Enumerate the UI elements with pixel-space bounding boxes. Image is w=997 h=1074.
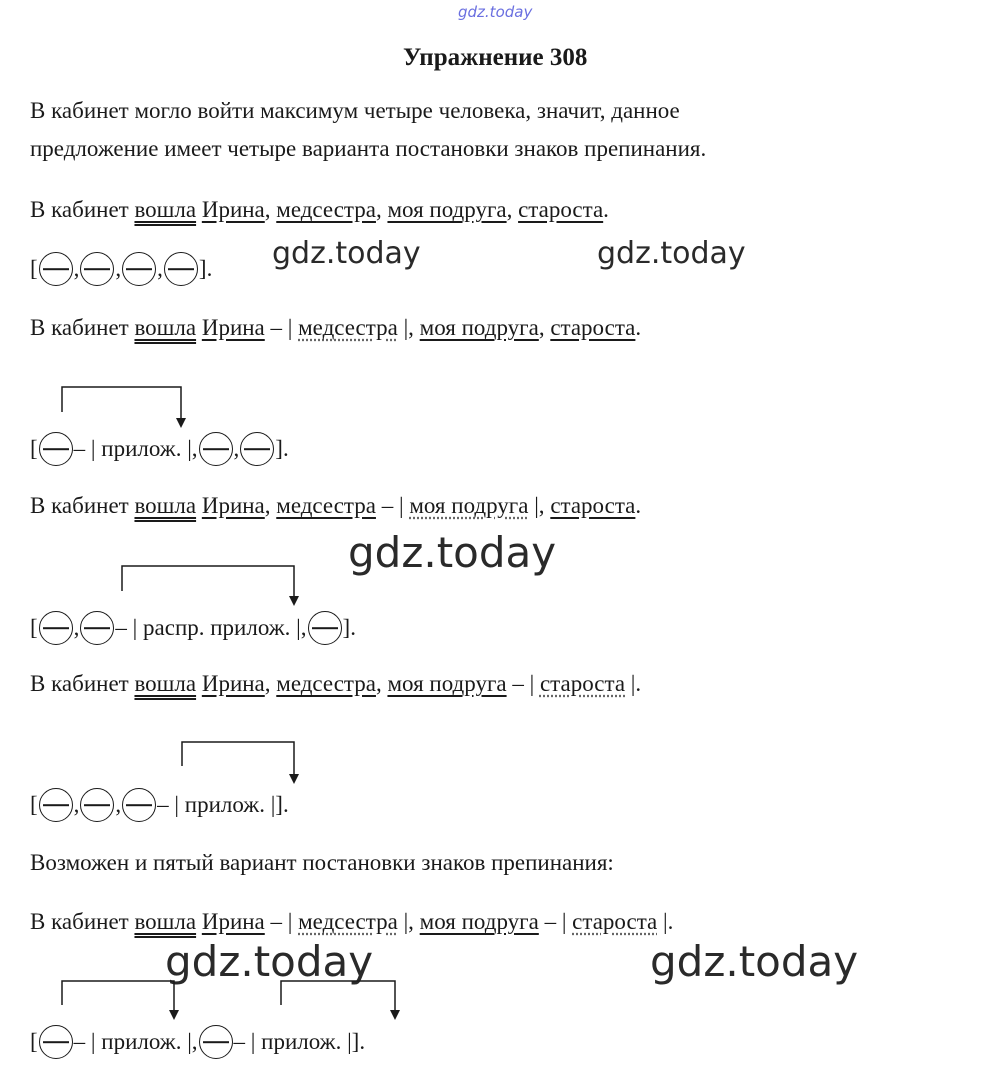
text: В кабинет	[30, 671, 135, 696]
predicate: вошла	[134, 197, 197, 222]
subject: моя подруга	[387, 671, 507, 696]
apposition: староста	[572, 909, 658, 934]
watermark: gdz.today	[597, 236, 746, 271]
apposition-label: – | прилож. |,	[73, 1029, 198, 1054]
apposition: моя подруга	[409, 493, 529, 518]
punct: .	[635, 493, 642, 518]
intro-line-1: В кабинет могло войти максимум четыре человека, значит, данное	[30, 98, 680, 123]
bracket: [	[30, 1029, 38, 1054]
arrow-bracket	[62, 981, 174, 1012]
punct: ,	[73, 792, 80, 817]
subject: староста	[550, 315, 636, 340]
arrow-bracket	[281, 981, 395, 1012]
punct: ,	[115, 792, 122, 817]
apposition-label: – | прилож. |].	[233, 1029, 366, 1054]
watermark: gdz.today	[650, 937, 859, 986]
punct: ,	[73, 256, 80, 281]
bracket: ].	[275, 436, 289, 461]
punct: – |	[506, 671, 540, 696]
apposition: медсестра	[298, 909, 398, 934]
subject: Ирина	[201, 197, 265, 222]
bracket: [	[30, 615, 38, 640]
watermark: gdz.today	[165, 937, 374, 986]
watermark: gdz.today	[272, 236, 421, 271]
apposition-label: – | распр. прилож. |,	[115, 615, 307, 640]
predicate: вошла	[134, 315, 197, 340]
punct: ,	[264, 197, 277, 222]
punct: ,	[115, 256, 122, 281]
punct: – |	[264, 315, 299, 340]
subject: Ирина	[201, 909, 265, 934]
subject: медсестра	[276, 197, 376, 222]
predicate: вошла	[134, 493, 197, 518]
subject: Ирина	[201, 493, 265, 518]
fifth-variant-note: Возможен и пятый вариант постановки знаков препинания:	[30, 850, 614, 875]
arrow-head	[169, 1010, 179, 1020]
arrow-head	[390, 1010, 400, 1020]
apposition-label: – | прилож. |,	[73, 436, 198, 461]
subject: моя подруга	[419, 315, 539, 340]
text: В кабинет	[30, 315, 135, 340]
apposition: медсестра	[298, 315, 398, 340]
arrow-head	[289, 596, 299, 606]
text: В кабинет	[30, 197, 135, 222]
subject: моя подруга	[387, 197, 507, 222]
subject: староста	[550, 493, 636, 518]
bracket: ].	[342, 615, 356, 640]
bracket: ].	[198, 256, 213, 281]
text: В кабинет	[30, 493, 135, 518]
punct: ,	[264, 671, 277, 696]
intro-line-2: предложение имеет четыре варианта постановки знаков препинания.	[30, 136, 707, 161]
subject: Ирина	[201, 315, 265, 340]
punct: ,	[375, 671, 388, 696]
punct: ,	[157, 256, 163, 281]
punct: |.	[657, 909, 674, 934]
arrow-bracket	[182, 742, 294, 776]
bracket: [	[30, 792, 38, 817]
punct: ,	[538, 315, 551, 340]
punct: |,	[528, 493, 551, 518]
punct: – |	[538, 909, 573, 934]
arrow-bracket	[62, 387, 181, 420]
arrow-head	[289, 774, 299, 784]
punct: ,	[506, 197, 519, 222]
punct: .	[635, 315, 642, 340]
bracket: [	[30, 256, 38, 281]
subject: Ирина	[201, 671, 265, 696]
punct: – |	[264, 909, 299, 934]
subject: медсестра	[276, 493, 376, 518]
predicate: вошла	[134, 671, 197, 696]
bracket: [	[30, 436, 38, 461]
apposition-label: – | прилож. |].	[157, 792, 289, 817]
top-watermark: gdz.today	[458, 3, 533, 21]
punct: |,	[397, 909, 420, 934]
subject: моя подруга	[419, 909, 539, 934]
punct: ,	[375, 197, 388, 222]
arrow-head	[176, 418, 186, 428]
text: В кабинет	[30, 909, 135, 934]
punct: |,	[397, 315, 420, 340]
subject: староста	[518, 197, 604, 222]
apposition: староста	[539, 671, 626, 696]
punct: ,	[233, 436, 240, 461]
watermark: gdz.today	[348, 528, 557, 577]
subject: медсестра	[276, 671, 376, 696]
punct: ,	[73, 615, 80, 640]
predicate: вошла	[134, 909, 197, 934]
arrow-bracket	[122, 566, 294, 598]
page-title: Упражнение 308	[403, 44, 588, 71]
punct: |.	[625, 671, 642, 696]
punct: – |	[375, 493, 410, 518]
punct: .	[603, 197, 609, 222]
punct: ,	[264, 493, 277, 518]
